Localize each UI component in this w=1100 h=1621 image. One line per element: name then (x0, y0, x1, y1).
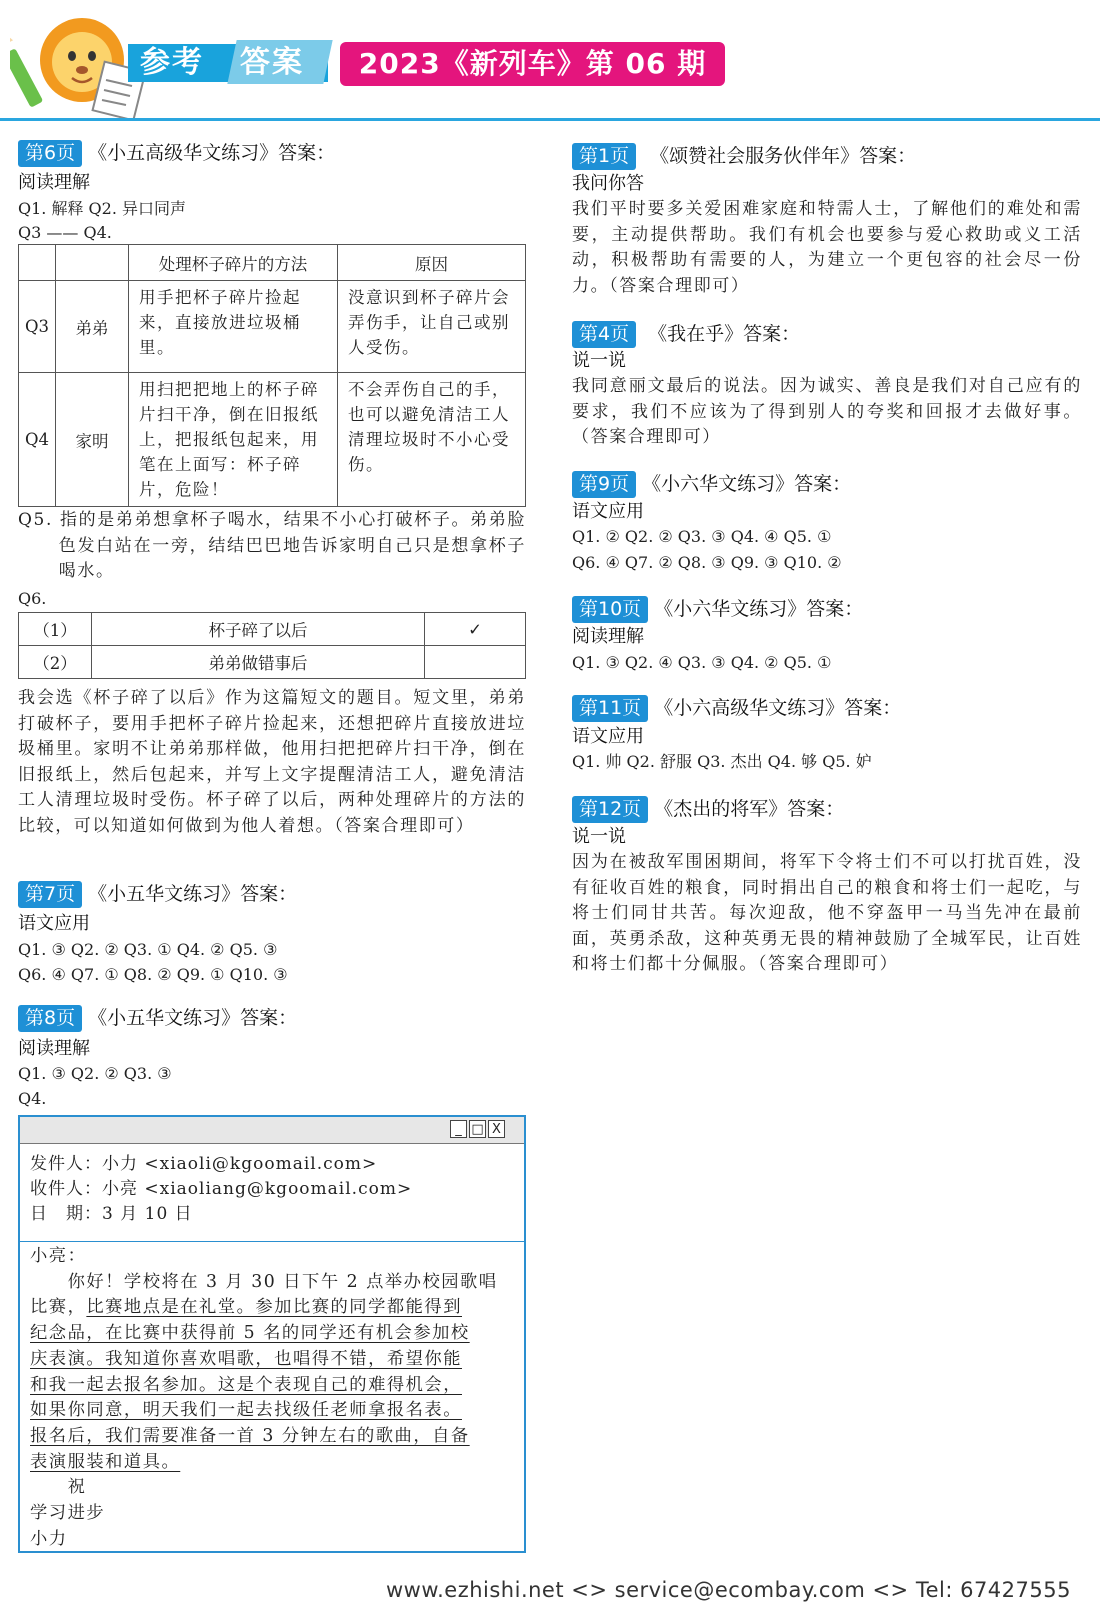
page-badge: 第1页 (572, 143, 636, 170)
answer-paragraph: 我会选《杯子碎了以后》作为这篇短文的题目。短文里，弟弟打破杯子，要用手把杯子碎片捡起来，还想把碎片直接放进垃圾桶里。家明不让弟弟那样做，他用扫把把碎片扫干净，倒在旧报纸上，然后包起来，并写上文字提醒清洁工人，避免清洁工人清理垃圾时受伤。杯子碎了以后，两种处理碎片的方法的比较，可以知道如何做到为他人着想。（答案合理即可） (18, 688, 526, 836)
section-page4-heading (572, 320, 800, 348)
table-cell: 家明 (56, 373, 129, 507)
email-body-line: 和我一起去报名参加。这是个表现自己的难得机会， (30, 1374, 462, 1395)
header-divider (0, 118, 1100, 121)
subsection-label: 语文应用 (18, 913, 90, 934)
page-badge: 第7页 (18, 881, 82, 908)
check-mark-icon: ✓ (425, 613, 526, 646)
section-page7-heading (18, 880, 297, 908)
answer-paragraph: 我们平时要多关爱困难家庭和特需人士，了解他们的难处和需要，主动提供帮助。我们有机会也要参与爱心救助或义工活动，积极帮助有需要的人，为建立一个更包容的社会尽一份力。（答案合理即可） (572, 199, 1082, 296)
section-page9-heading (572, 470, 851, 498)
email-title-bar (20, 1117, 524, 1144)
section-page8-heading (18, 1004, 297, 1032)
section-page12-heading (572, 795, 844, 823)
table-cell: Q3 (19, 281, 56, 373)
subsection-label: 语文应用 (572, 501, 644, 522)
table-cell: 没意识到杯子碎片会弄伤手，让自己或别人受伤。 (338, 281, 526, 373)
email-body-line: 如果你同意，明天我们一起去找级任老师拿报名表。 (30, 1400, 462, 1421)
table-cell (425, 646, 526, 679)
underlined-text: 比赛地点是在礼堂。参加比赛的同学都能得到 (86, 1297, 462, 1318)
table-cell: （2） (19, 646, 92, 679)
answer-paragraph: 我同意丽文最后的说法。因为诚实、善良是我们对自己应有的要求，我们不应该为了得到别人的夸奖和回报才去做好事。（答案合理即可） (572, 376, 1082, 447)
email-greeting: 小亮： (30, 1246, 87, 1266)
email-signature: 小力 (30, 1528, 68, 1549)
subsection-label: 语文应用 (572, 726, 644, 747)
answer-row: Q6. ④ Q7. ② Q8. ③ Q9. ③ Q10. ② (572, 553, 842, 572)
table-cell: 用扫把把地上的杯子碎片扫干净，倒在旧报纸上，把报纸包起来，用笔在上面写：杯子碎片，危险！ (129, 373, 338, 507)
section-title: 《杰出的将军》答案： (654, 798, 845, 820)
footer-contact: www.ezhishi.net <> service@ecombay.com <> Tel: 67427555 (386, 1578, 1071, 1602)
answer-table-q6 (18, 612, 526, 679)
table-cell: Q4 (19, 373, 56, 507)
email-text: 比赛， (30, 1297, 87, 1318)
answer-table-q3-q4 (18, 244, 526, 507)
email-body-line: 报名后，我们需要准备一首 3 分钟左右的歌曲，自备 (30, 1425, 470, 1446)
page-badge: 第6页 (18, 140, 82, 167)
issue-title: 2023《新列车》第 06 期 (340, 42, 725, 86)
email-from: 发件人：小力 <xiaoli@kgoomail.com> (30, 1154, 378, 1174)
table-cell: （1） (19, 613, 92, 646)
email-body-line: 你好！学校将在 3 月 30 日下午 2 点举办校园歌唱 (30, 1271, 498, 1292)
page-badge: 第11页 (572, 695, 648, 722)
section-title: 《小五华文练习》答案： (88, 883, 298, 905)
section-title: 《小六华文练习》答案： (642, 473, 852, 495)
answer-row: Q1. ② Q2. ② Q3. ③ Q4. ④ Q5. ① (572, 527, 832, 546)
section-title: 《颂赞社会服务伙伴年》答案： (650, 145, 917, 167)
answer-row: Q1. ③ Q2. ④ Q3. ③ Q4. ② Q5. ① (572, 653, 832, 672)
email-to: 收件人：小亮 <xiaoliang@kgoomail.com> (30, 1179, 413, 1199)
email-divider (20, 1241, 524, 1242)
minimize-icon: _ (450, 1120, 467, 1138)
section-title: 《我在乎》答案： (648, 323, 801, 345)
answer-row: Q1. 帅 Q2. 舒服 Q3. 杰出 Q4. 够 Q5. 妒 (572, 752, 872, 771)
section-page1-heading (572, 142, 916, 170)
section-title: 《小六高级华文练习》答案： (654, 697, 902, 719)
email-body-line: 表演服装和道具。 (30, 1451, 181, 1472)
answer-row: Q4. (18, 1089, 47, 1108)
subsection-label: 阅读理解 (572, 626, 644, 647)
table-cell: 弟弟做错事后 (92, 646, 425, 679)
answer-row: Q6. (18, 589, 47, 608)
email-body-line (30, 1295, 515, 1321)
close-icon: X (488, 1120, 505, 1138)
page-badge: 第4页 (572, 321, 636, 348)
section-page10-heading (572, 595, 863, 623)
section-page11-heading (572, 694, 901, 722)
header-tag-cankao: 参考 (140, 45, 204, 80)
section-title: 《小五高级华文练习》答案： (88, 142, 336, 164)
table-cell (56, 245, 129, 281)
table-header: 原因 (338, 245, 526, 281)
maximize-icon: □ (469, 1120, 486, 1138)
page-badge: 第9页 (572, 471, 636, 498)
subsection-label: 说一说 (572, 350, 626, 371)
section-title: 《小六华文练习》答案： (654, 598, 864, 620)
email-closing: 祝 (30, 1477, 87, 1498)
answer-row: Q1. ③ Q2. ② Q3. ① Q4. ② Q5. ③ (18, 940, 278, 959)
table-cell (19, 245, 56, 281)
answer-paragraph: 因为在被敌军围困期间，将军下令将士们不可以打扰百姓，没有征收百姓的粮食，同时捐出自己的粮食和将士们一起吃，与将士们同甘共苦。每次迎敌，他不穿盔甲一马当先冲在最前面，英勇杀敌，这种英勇无畏的精神鼓励了全城军民，让百姓和将士们都十分佩服。（答案合理即可） (572, 852, 1082, 974)
email-body (30, 1244, 515, 1552)
page-badge: 第10页 (572, 596, 648, 623)
answer-row: Q3 —— Q4. (18, 223, 112, 242)
email-window (18, 1115, 526, 1553)
table-cell: 不会弄伤自己的手，也可以避免清洁工人清理垃圾时不小心受伤。 (338, 373, 526, 507)
table-cell: 杯子碎了以后 (92, 613, 425, 646)
subsection-label: 阅读理解 (18, 1038, 90, 1059)
table-header: 处理杯子碎片的方法 (129, 245, 338, 281)
table-cell: 弟弟 (56, 281, 129, 373)
subsection-label: 说一说 (572, 826, 626, 847)
section-page6-heading (18, 139, 335, 167)
page-badge: 第8页 (18, 1005, 82, 1032)
email-closing: 学习进步 (30, 1503, 106, 1524)
header-tag-daan: 答案 (240, 45, 304, 80)
answer-row: Q1. ③ Q2. ② Q3. ③ (18, 1064, 172, 1083)
answer-row: Q1. 解释 Q2. 异口同声 (18, 199, 187, 218)
answer-row: Q6. ④ Q7. ① Q8. ② Q9. ① Q10. ③ (18, 965, 288, 984)
section-title: 《小五华文练习》答案： (88, 1007, 298, 1029)
table-cell: 用手把杯子碎片捡起来，直接放进垃圾桶里。 (129, 281, 338, 373)
email-body-line: 庆表演。我知道你喜欢唱歌，也唱得不错，希望你能 (30, 1348, 462, 1369)
email-body-line: 纪念品，在比赛中获得前 5 名的同学还有机会参加校 (30, 1323, 470, 1344)
answer-q5: Q5. 指的是弟弟想拿杯子喝水，结果不小心打破杯子。弟弟脸色发白站在一旁，结结巴巴地告诉家明自己只是想拿杯子喝水。 (18, 510, 526, 581)
page-badge: 第12页 (572, 796, 648, 823)
email-date: 日 期：3 月 10 日 (30, 1204, 193, 1224)
subsection-label: 我问你答 (572, 173, 644, 194)
subsection-label: 阅读理解 (18, 172, 90, 193)
